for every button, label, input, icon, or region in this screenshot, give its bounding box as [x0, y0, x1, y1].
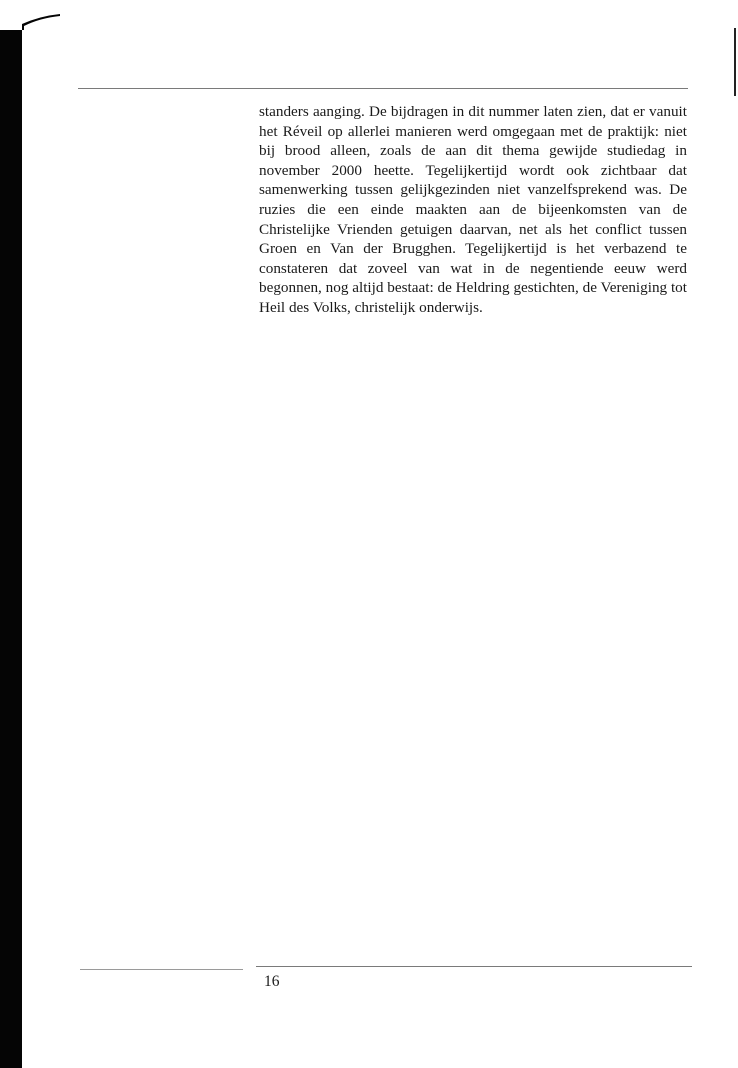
scan-edge-corner — [0, 0, 60, 30]
scan-mark-right — [734, 28, 736, 96]
page-number: 16 — [264, 973, 280, 990]
header-rule — [78, 88, 688, 89]
footer-rule-left — [80, 969, 243, 970]
body-paragraph: standers aanging. De bijdragen in dit nummer laten zien, dat er vanuit het Réveil op allerlei manieren werd omgegaan met de praktijk: niet bij brood alleen, zoals de aan dit thema gewijde studiedag in november 2000 heette. Tegelijkertijd wordt ook zichtbaar dat samenwerking tussen gelijkgezinden niet vanzelfsprekend was. De ruzies die een einde maakten aan de bijeenkomsten van de Christelijke Vrienden getuigen daarvan, net als het conflict tussen Groen en Van der Brugghen. Tegelijkertijd is het verbazend te constateren dat zoveel van wat in de negentiende eeuw werd begonnen, nog altijd bestaat: de Heldring gestichten, de Vereniging tot Heil des Volks, christelijk onderwijs. — [259, 103, 687, 316]
footer-rule-right — [256, 966, 692, 967]
scan-edge — [0, 0, 22, 1068]
